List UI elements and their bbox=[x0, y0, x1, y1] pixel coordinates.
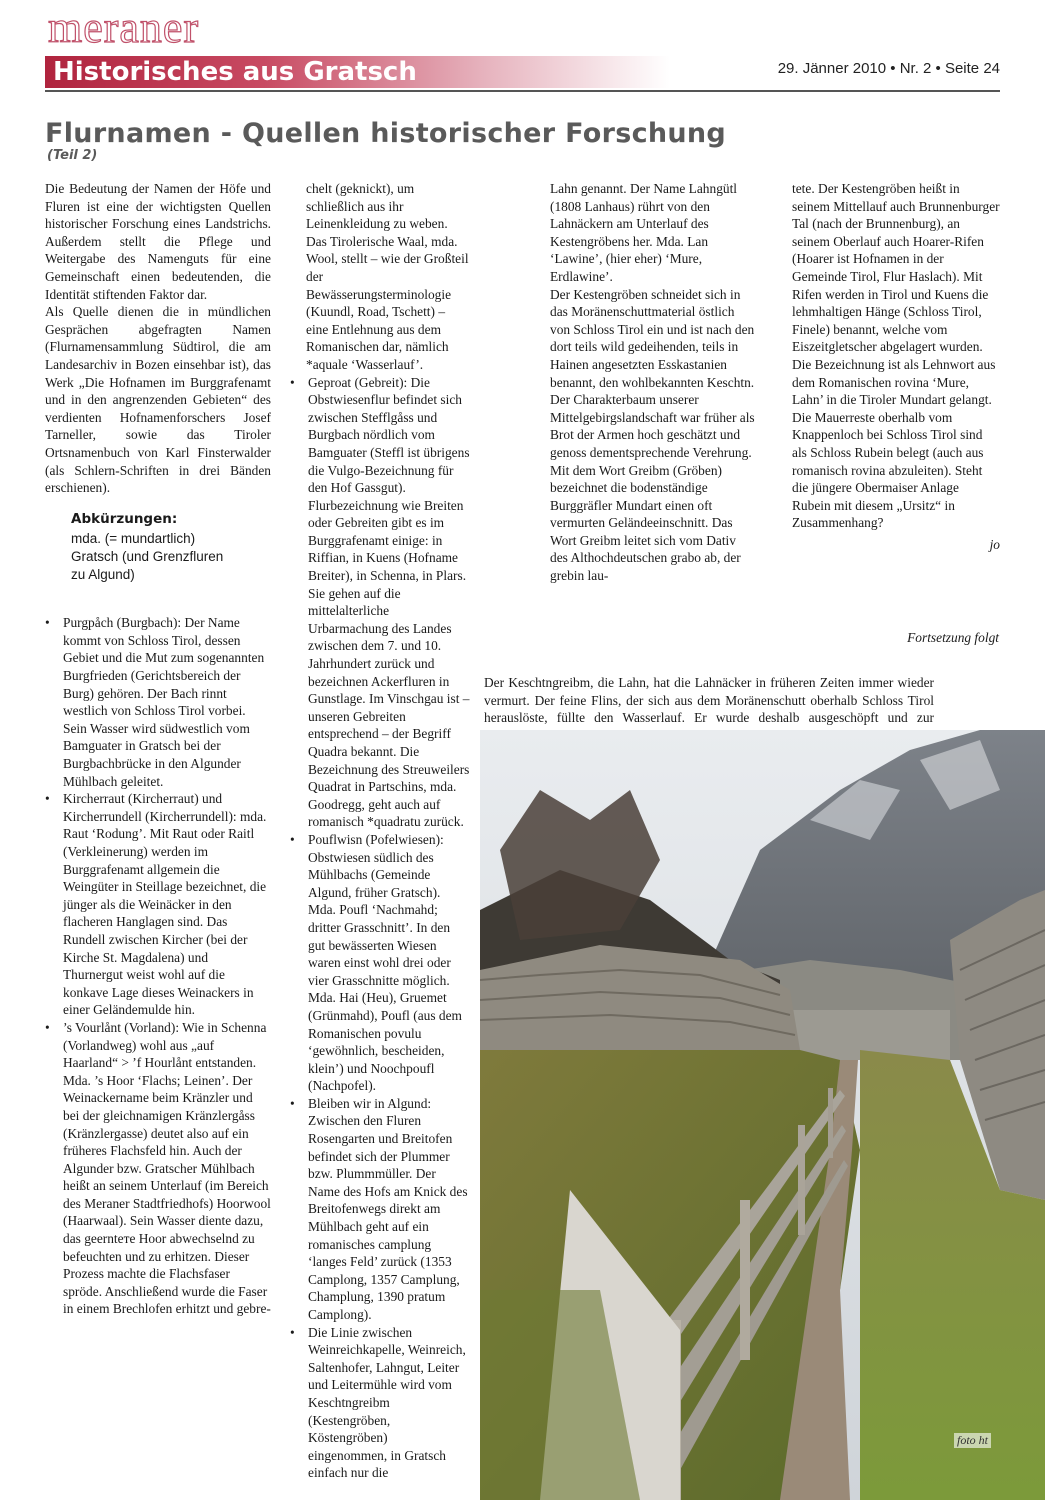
list-item: • ’s Vourlånt (Vorland): Wie in Schenna (Vorlandweg) wohl aus „auf Haarland“ > ’f Hourlånt entstanden. Mda. ’s Hoor ‘Flachs; Leinen’. Der Weinackername beim Kränzler und bei der gleichnamigen Kränzlergåss (Kränzlergasse) deutet also auf ein früheres Flachsfeld hin. Auch der Algunder bzw. Gratscher Mühlbach heißt an seinem Unterlauf (im Bereich des Meraner Stadtfriedhofs) Hoorwool (Haarwaal). Sein Wasser diente dazu, das geernteте Hoor abwechselnd zu befeuchten und zu erhitzen. Dieser Prozess machte die Flachsfaser spröde. Anschließend wurde die Faser in einem Brechlofen erhitzt und gebre- bbox=[45, 1019, 271, 1318]
abbreviation-line: zu Algund) bbox=[71, 567, 135, 583]
paragraph: Die Mauerreste oberhalb vom Knappenloch bei Schloss Tirol sind als Schloss Rubein belegt (auch aus romanisch rovina abzuleiten). Steht die jüngere Obermaiser Anlage Rubein mit diesem „Ursitz“ in Zusammenhang? bbox=[792, 409, 984, 531]
column-3 bbox=[550, 180, 755, 585]
abbreviations-heading: Abkürzungen: bbox=[71, 510, 178, 527]
photo-credit: foto ht bbox=[954, 1433, 991, 1448]
list-item: • Geproat (Gebreit): Die Obstwiesenflur befindet sich zwischen Stefflgåss und Burgbach nördlich vom Bamguater (Steffl ist übrigens die Vulgo-Bezeichnung für den Hof Gassgut). Flurbezeichnung wie Breiten oder Gebreiten gibt es im Burggrafenamt einige: in Riffian, in Kuens (Hofname Breiter), in Schenna, in Plars. Sie gehen auf die mittelalterliche Urbarmachung des Landes zwischen dem 7. und 10. Jahrhundert zurück und bezeichnen Ackerfluren in Gunstlage. Im Vinschgau ist – unseren Gebreiten entsprechend – der Begriff Quadra bekannt. Die Bezeichnung des Streuweilers Quadrat in Partschins, mda. Goodregg, geht auch auf romanisch *quadratu zurück. bbox=[290, 374, 470, 831]
list-item: • Bleiben wir in Algund: Zwischen den Fluren Rosengarten und Breitofen befindet sich der Plummer bzw. Plummmüller. Der Name des Hofs am Knick des Breitofenwegs direkt am Mühlbach geht auf ein romanisches camplung ‘langes Feld’ zurück (1353 Camplong, 1357 Camplung, Champlung, 1390 pratum Camplong). bbox=[290, 1095, 470, 1324]
column-1 bbox=[45, 180, 271, 1318]
list-item: • Pouflwisn (Pofelwiesen): Obstwiesen südlich des Mühlbachs (Gemeinde Algund, früher Gratsch). Mda. Poufl ‘Nachmahd; dritter Grasschnitt’. In den gut bewässerten Wiesen waren einst wohl drei oder vier Grasschnitte möglich. Mda. Hai (Heu), Gruemet (Grünmahd), Poufl (aus dem Romanischen povulu ‘gewöhnlich, bescheiden, klein’) und Noochpoufl (Nachpofel). bbox=[290, 831, 470, 1095]
paragraph: Der Kestengröben schneidet sich in das Moränenschuttmaterial östlich von Schloss Tirol ein und ist nach den dort teils wild gedeihenden, teils in Hainen angesetzten Esskastanien benannt, den wohlbekannten Keschtn. Der Charakterbaum unserer Mittelgebirgslandschaft war früher als Brot der Armen hoch geschätzt und genoss dementsprechende Verehrung. bbox=[550, 286, 755, 460]
paragraph: Das Tirolerische Waal, mda. Wool, stellt – wie der Großteil der Bewässerungsterminologie (Kuundl, Road, Tschett) – eine Entlehnung aus dem Romanischen dar, nämlich *aquale ‘Wasserlauf’. bbox=[306, 233, 469, 372]
article-subtitle: (Teil 2) bbox=[47, 148, 98, 163]
header-rule bbox=[45, 90, 1000, 92]
paragraph: chelt (geknickt), um schließlich aus ihr Leinenkleidung zu weben. bbox=[306, 181, 448, 232]
landscape-photo bbox=[480, 730, 1045, 1500]
author-signature: jo bbox=[989, 536, 1000, 552]
article-title: Flurnamen - Quellen historischer Forschung bbox=[45, 118, 727, 149]
column-2 bbox=[290, 180, 470, 1482]
list-item: • Kircherraut (Kircherraut) und Kircherrundell (Kircherrundell): mda. Raut ‘Rodung’. Mit Raut oder Raitl (Verkleinerung) werden im Burggrafenamt allgemein die Weingüter in Steillage bezeichnet, die jünger als die Weinäcker in den flacheren Hanglagen sind. Das Rundell zwischen Kircher (bei der Kirche St. Magdalena) und Thurnergut weist wohl auf die konkave Lage dieses Weinackers in einer Geländemulde hin. bbox=[45, 790, 271, 1019]
abbreviation-line: Gratsch (und Grenzfluren bbox=[71, 549, 224, 565]
continued-note: Fortsetzung folgt bbox=[907, 630, 999, 645]
place-name-list bbox=[290, 374, 470, 1482]
masthead-logo: meraner bbox=[48, 3, 200, 52]
paragraph: Mit dem Wort Greibm (Gröben) bezeichnet die bodenständige Burggräfler Mundart einen oft vermurten Geländeeinschnitt. Das Wort Greibm leitet sich vom Dativ des Althochdeutschen grabo ab, der grebin lau- bbox=[550, 462, 741, 584]
paragraph: tete. Der Kestengröben heißt in seinem Mittellauf auch Brunnenburger Tal (nach der Brunnenburg), an seinem Oberlauf auch Hoarer-Rifen (Hoarer ist Hofnamen in der Gemeinde Tirol, Flur Haslach). Mit Rifen werden in Tirol und Kuens die lehmhaltigen Hänge (Schloss Tirol, Finele) benannt, welche vom Eiszeitgletscher abgelagert wurden. Die Bezeichnung ist als Lehnwort aus dem Romanischen rovina ‘Mure, Lahn’ in die Tiroler Mundart gelangt. bbox=[792, 181, 1000, 408]
issue-info: 29. Jänner 2010 • Nr. 2 • Seite 24 bbox=[777, 60, 1000, 77]
paragraph: Lahn genannt. Der Name Lahngütl (1808 Lanhaus) rührt von den Lahnäckern am Unterlauf des Kestengröbens her. Mda. Lan ‘Lawine’, (hier eher) ‘Mure, Erdlawine’. bbox=[550, 181, 738, 284]
photo-caption: Der Keschtngreibm, die Lahn, hat die Lahnäcker in früheren Zeiten immer wieder vermurt. Der feine Flins, der sich aus dem Moränenschutt oberhalb Schloss Tirol herauslöste, füllte den Wasserlauf. Er wurde deshalb ausgeschöpft und zur bbox=[484, 675, 934, 726]
intro-paragraph: Die Bedeutung der Namen der Höfe und Fluren ist eine der wichtigsten Quellen historischer Forschung eines Landstrichs. Außerdem stellt die Pflege und Weitergabe des Namenguts für eine Gemeinschaft einen bedeutenden, die Identität stiftenden Faktor dar. bbox=[45, 181, 271, 302]
place-name-list bbox=[45, 614, 271, 1318]
abbreviation-line: mda. (= mundartlich) bbox=[71, 531, 196, 547]
list-item: • Die Linie zwischen Weinreichkapelle, Weinreich, Saltenhofer, Lahngut, Leiter und Leitermühle wird vom Keschtngreibm (Kestengröben, Köstengröben) eingenommen, in Gratsch einfach nur die bbox=[290, 1324, 470, 1482]
photo-illustration bbox=[480, 730, 1045, 1500]
section-title: Historisches aus Gratsch bbox=[53, 57, 417, 87]
sources-paragraph: Als Quelle dienen die in mündlichen Gesprächen abgefragten Namen (Flurnamensammlung Südtirol, die am Landesarchiv in Bozen einsehbar ist), das Werk „Die Hofnamen im Burggrafenamt und in den angrenzenden Gebieten“ des verdienten Hofnamenforschers Josef Tarneller, sowie das Tiroler Ortsnamenbuch von Karl Finsterwalder (als Schlern-Schriften in drei Bänden erschienen). bbox=[45, 304, 271, 496]
list-item: • Purgpåch (Burgbach): Der Name kommt von Schloss Tirol, dessen Gebiet und die Mut zum sogenannten Burgfrieden (Gerichtsbereich der Burg) gehören. Der Bach rinnt westlich von Schloss Tirol vorbei. Sein Wasser wird südwestlich vom Bamguater in Gratsch bei der Burgbachbrücke in den Algunder Mühlbach geleitet. bbox=[45, 614, 271, 790]
column-4 bbox=[792, 180, 1000, 553]
